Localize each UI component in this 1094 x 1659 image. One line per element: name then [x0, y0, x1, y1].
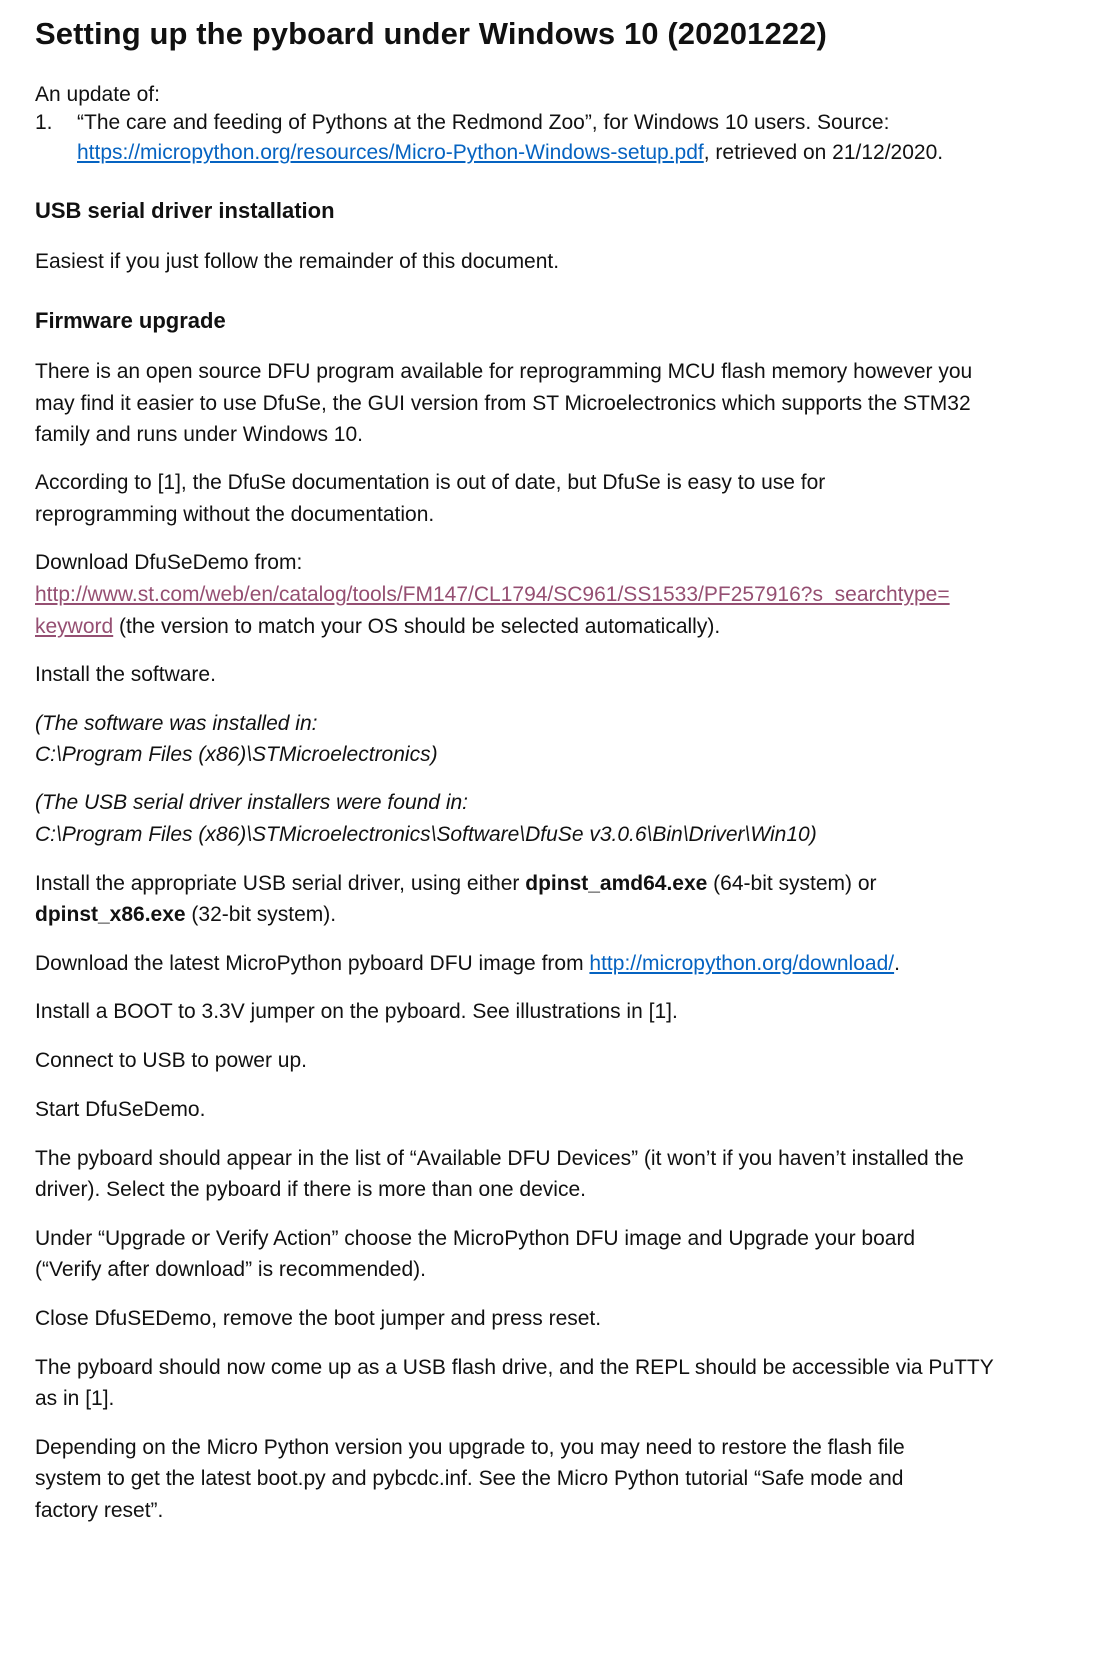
- paragraph-line: (“Verify after download” is recommended).: [35, 1258, 426, 1281]
- usb-section-heading: USB serial driver installation: [35, 198, 335, 223]
- paragraph-line: system to get the latest boot.py and pybcdc.inf. See the Micro Python tutorial “Safe mode and: [35, 1467, 904, 1490]
- firmware-section-heading: Firmware upgrade: [35, 308, 226, 333]
- driver-install-line: [35, 870, 877, 898]
- installed-note: (The software was installed in:: [35, 712, 318, 735]
- paragraph-line: Depending on the Micro Python version you upgrade to, you may need to restore the flash file: [35, 1436, 905, 1459]
- download-label: Download DfuSeDemo from:: [35, 551, 303, 574]
- paragraph-line: may find it easier to use DfuSe, the GUI version from ST Microelectronics which supports the STM32: [35, 392, 971, 415]
- x86-filename: dpinst_x86.exe: [35, 903, 186, 926]
- paragraph-line: as in [1].: [35, 1387, 115, 1410]
- start-step: Start DfuSeDemo.: [35, 1098, 206, 1121]
- usb-section-text: Easiest if you just follow the remainder of this document.: [35, 250, 560, 273]
- dfu-image-line: [35, 950, 900, 978]
- text-run: (32-bit system).: [185, 903, 337, 926]
- paragraph-line: Under “Upgrade or Verify Action” choose the MicroPython DFU image and Upgrade your board: [35, 1227, 916, 1250]
- amd64-filename: dpinst_amd64.exe: [525, 872, 708, 895]
- paragraph-line: family and runs under Windows 10.: [35, 423, 363, 446]
- micropython-download-link[interactable]: http://micropython.org/download/: [589, 952, 895, 975]
- reference-retrieved: , retrieved on 21/12/2020.: [703, 141, 944, 164]
- close-step: Close DfuSEDemo, remove the boot jumper and press reset.: [35, 1307, 602, 1330]
- paragraph-line: reprogramming without the documentation.: [35, 503, 435, 526]
- download-note: (the version to match your OS should be selected automatically).: [113, 615, 721, 638]
- connect-step: Connect to USB to power up.: [35, 1049, 307, 1072]
- text-run: Download the latest MicroPython pyboard DFU image from: [35, 952, 590, 975]
- driver-install-line-2: [35, 901, 336, 929]
- paragraph-line: factory reset”.: [35, 1499, 164, 1522]
- paragraph-line: The pyboard should appear in the list of “Available DFU Devices” (it won’t if you haven’t installed the: [35, 1147, 964, 1170]
- reference-source-line: [77, 139, 943, 167]
- st-download-link[interactable]: http://www.st.com/web/en/catalog/tools/FM147/CL1794/SC961/SS1533/PF257916?s_searchtype=: [35, 583, 950, 606]
- paragraph-line: There is an open source DFU program available for reprogramming MCU flash memory however you: [35, 360, 973, 383]
- reference-text: “The care and feeding of Pythons at the Redmond Zoo”, for Windows 10 users. Source:: [77, 111, 890, 134]
- reference-number: 1.: [35, 111, 53, 134]
- paragraph-line: driver). Select the pyboard if there is more than one device.: [35, 1178, 586, 1201]
- drivers-path: C:\Program Files (x86)\STMicroelectronics\Software\DfuSe v3.0.6\Bin\Driver\Win10): [35, 823, 817, 846]
- boot-jumper-step: Install a BOOT to 3.3V jumper on the pyboard. See illustrations in [1].: [35, 1000, 678, 1023]
- drivers-note: (The USB serial driver installers were found in:: [35, 791, 469, 814]
- download-link-line: [35, 613, 720, 641]
- text-run: .: [894, 952, 900, 975]
- paragraph-line: The pyboard should now come up as a USB flash drive, and the REPL should be accessible via PuTTY: [35, 1356, 994, 1379]
- page-title: Setting up the pyboard under Windows 10 (20201222): [35, 16, 827, 51]
- text-run: Install the appropriate USB serial driver, using either: [35, 872, 526, 895]
- paragraph-line: According to [1], the DfuSe documentation is out of date, but DfuSe is easy to use for: [35, 471, 826, 494]
- update-intro: An update of:: [35, 83, 160, 106]
- st-download-link-continued[interactable]: keyword: [35, 615, 114, 638]
- reference-item: [35, 109, 889, 137]
- installed-path: C:\Program Files (x86)\STMicroelectronics): [35, 743, 438, 766]
- text-run: (64-bit system) or: [707, 872, 877, 895]
- install-software: Install the software.: [35, 663, 216, 686]
- reference-source-link[interactable]: https://micropython.org/resources/Micro-Python-Windows-setup.pdf: [77, 141, 704, 164]
